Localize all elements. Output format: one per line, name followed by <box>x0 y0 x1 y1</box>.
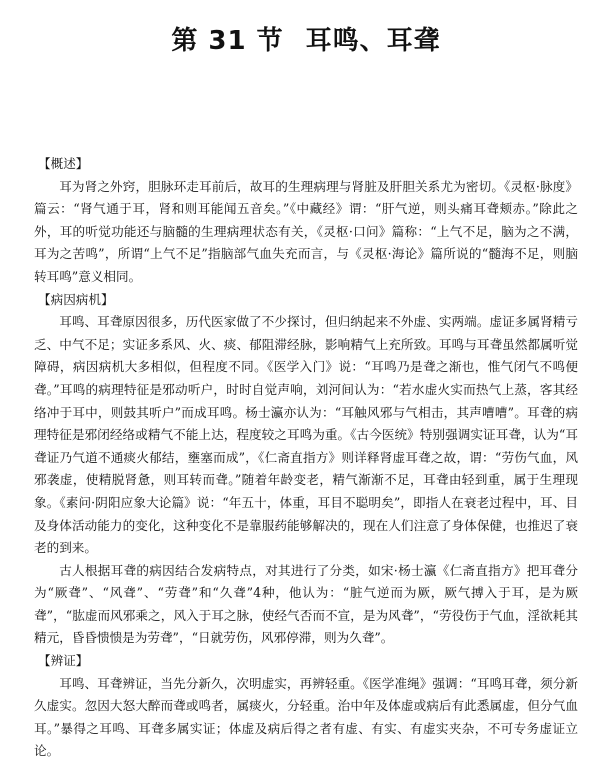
paragraph-overview: 耳为肾之外窍，胆脉环走耳前后，故耳的生理病理与肾脏及肝胆关系尤为密切。《灵枢·脉度》篇云：“肾气通于耳，肾和则耳能闻五音矣。”《中藏经》谓：“肝气逆，则头痛耳聋颊赤。”除此之外，耳的听觉功能还与脑髓的生理病理状态有关，《灵枢·口问》篇称：“上气不足，脑为之不满，耳为之苦鸣”，所谓“上气不足”指脑部气血失充而言，与《灵枢·海论》篇所说的“髓海不足，则脑转耳鸣”意义相同。 <box>34 178 578 284</box>
paragraph-differentiation: 耳鸣、耳聋辨证，当先分新久，次明虚实，再辨轻重。《医学准绳》强调：“耳鸣耳聋，须分新久虚实。忽因大怒大醉而聋或鸣者，属痰火，分轻重。治中年及体虚或病后有此悉属虚，但分气血耳。”暴得之耳鸣、耳聋多属实证；体虚及病后得之者有虚、有实、有虚实夹杂，不可专务虚证立论。 <box>34 675 578 759</box>
section-heading-overview: 【概述】 <box>38 156 89 171</box>
document-body <box>34 153 578 763</box>
section-title <box>0 20 612 57</box>
section-heading-differentiation: 【辨证】 <box>38 653 89 669</box>
section-title-text: 耳鸣、耳聋 <box>305 26 441 56</box>
section-heading-etiology: 【病因病机】 <box>38 291 114 307</box>
paragraph-etiology-1: 耳鸣、耳聋原因很多，历代医家做了不少探讨，但归纳起来不外虚、实两端。虚证多属肾精亏乏、中气不足；实证多系风、火、痰、郁阻滞经脉，影响精气上充所致。耳鸣与耳聋虽然都属听觉障碍，病因病机大多相似，但程度不同。《医学入门》说：“耳鸣乃是聋之渐也，惟气闭气不鸣便聋。”耳鸣的病理特征是邪动听户，时时自觉声响，刘河间认为：“若水虚火实而热气上蒸，客其经络冲于耳中，则鼓其听户”而成耳鸣。杨士瀛亦认为：“耳触风邪与气相击，其声嘈嘈”。耳聋的病理特征是邪闭经络或精气不能上达，程度较之耳鸣为重。《古今医统》特别强调实证耳聋，认为“耳聋证乃气道不通痰火郁结，壅塞而成”，《仁斋直指方》则详释肾虚耳聋之故，谓：“劳伤气血，风邪袭虚，使精脱肾惫，则耳转而聋。”随着年龄变老，精气渐渐不足，耳聋由轻到重，属于生理现象。《素问·阴阳应象大论篇》说：“年五十，体重，耳目不聪明矣”，即指人在衰老过程中，耳、目及身体活动能力的变化，这种变化不是靠服药能够解决的，现在人们注意了身体保健，也推迟了衰老的到来。 <box>34 314 578 556</box>
paragraph-etiology-2: 古人根据耳聋的病因结合发病特点，对其进行了分类，如宋·杨士瀛《仁斋直指方》把耳聋分为“厥聋”、“风聋”、“劳聋”和“久聋”4种，他认为：“脏气逆而为厥，厥气搏入于耳，是为厥聋”，“肱虚而风邪乘之，风入于耳之脉，使经气否而不宣，是为风聋”，“劳役伤于气血，淫欲耗其精元，昏昏愦愦是为劳聋”，“日就劳伤，风邪停滞，则为久聋”。 <box>34 562 578 646</box>
section-number: 第 31 节 <box>171 26 284 56</box>
